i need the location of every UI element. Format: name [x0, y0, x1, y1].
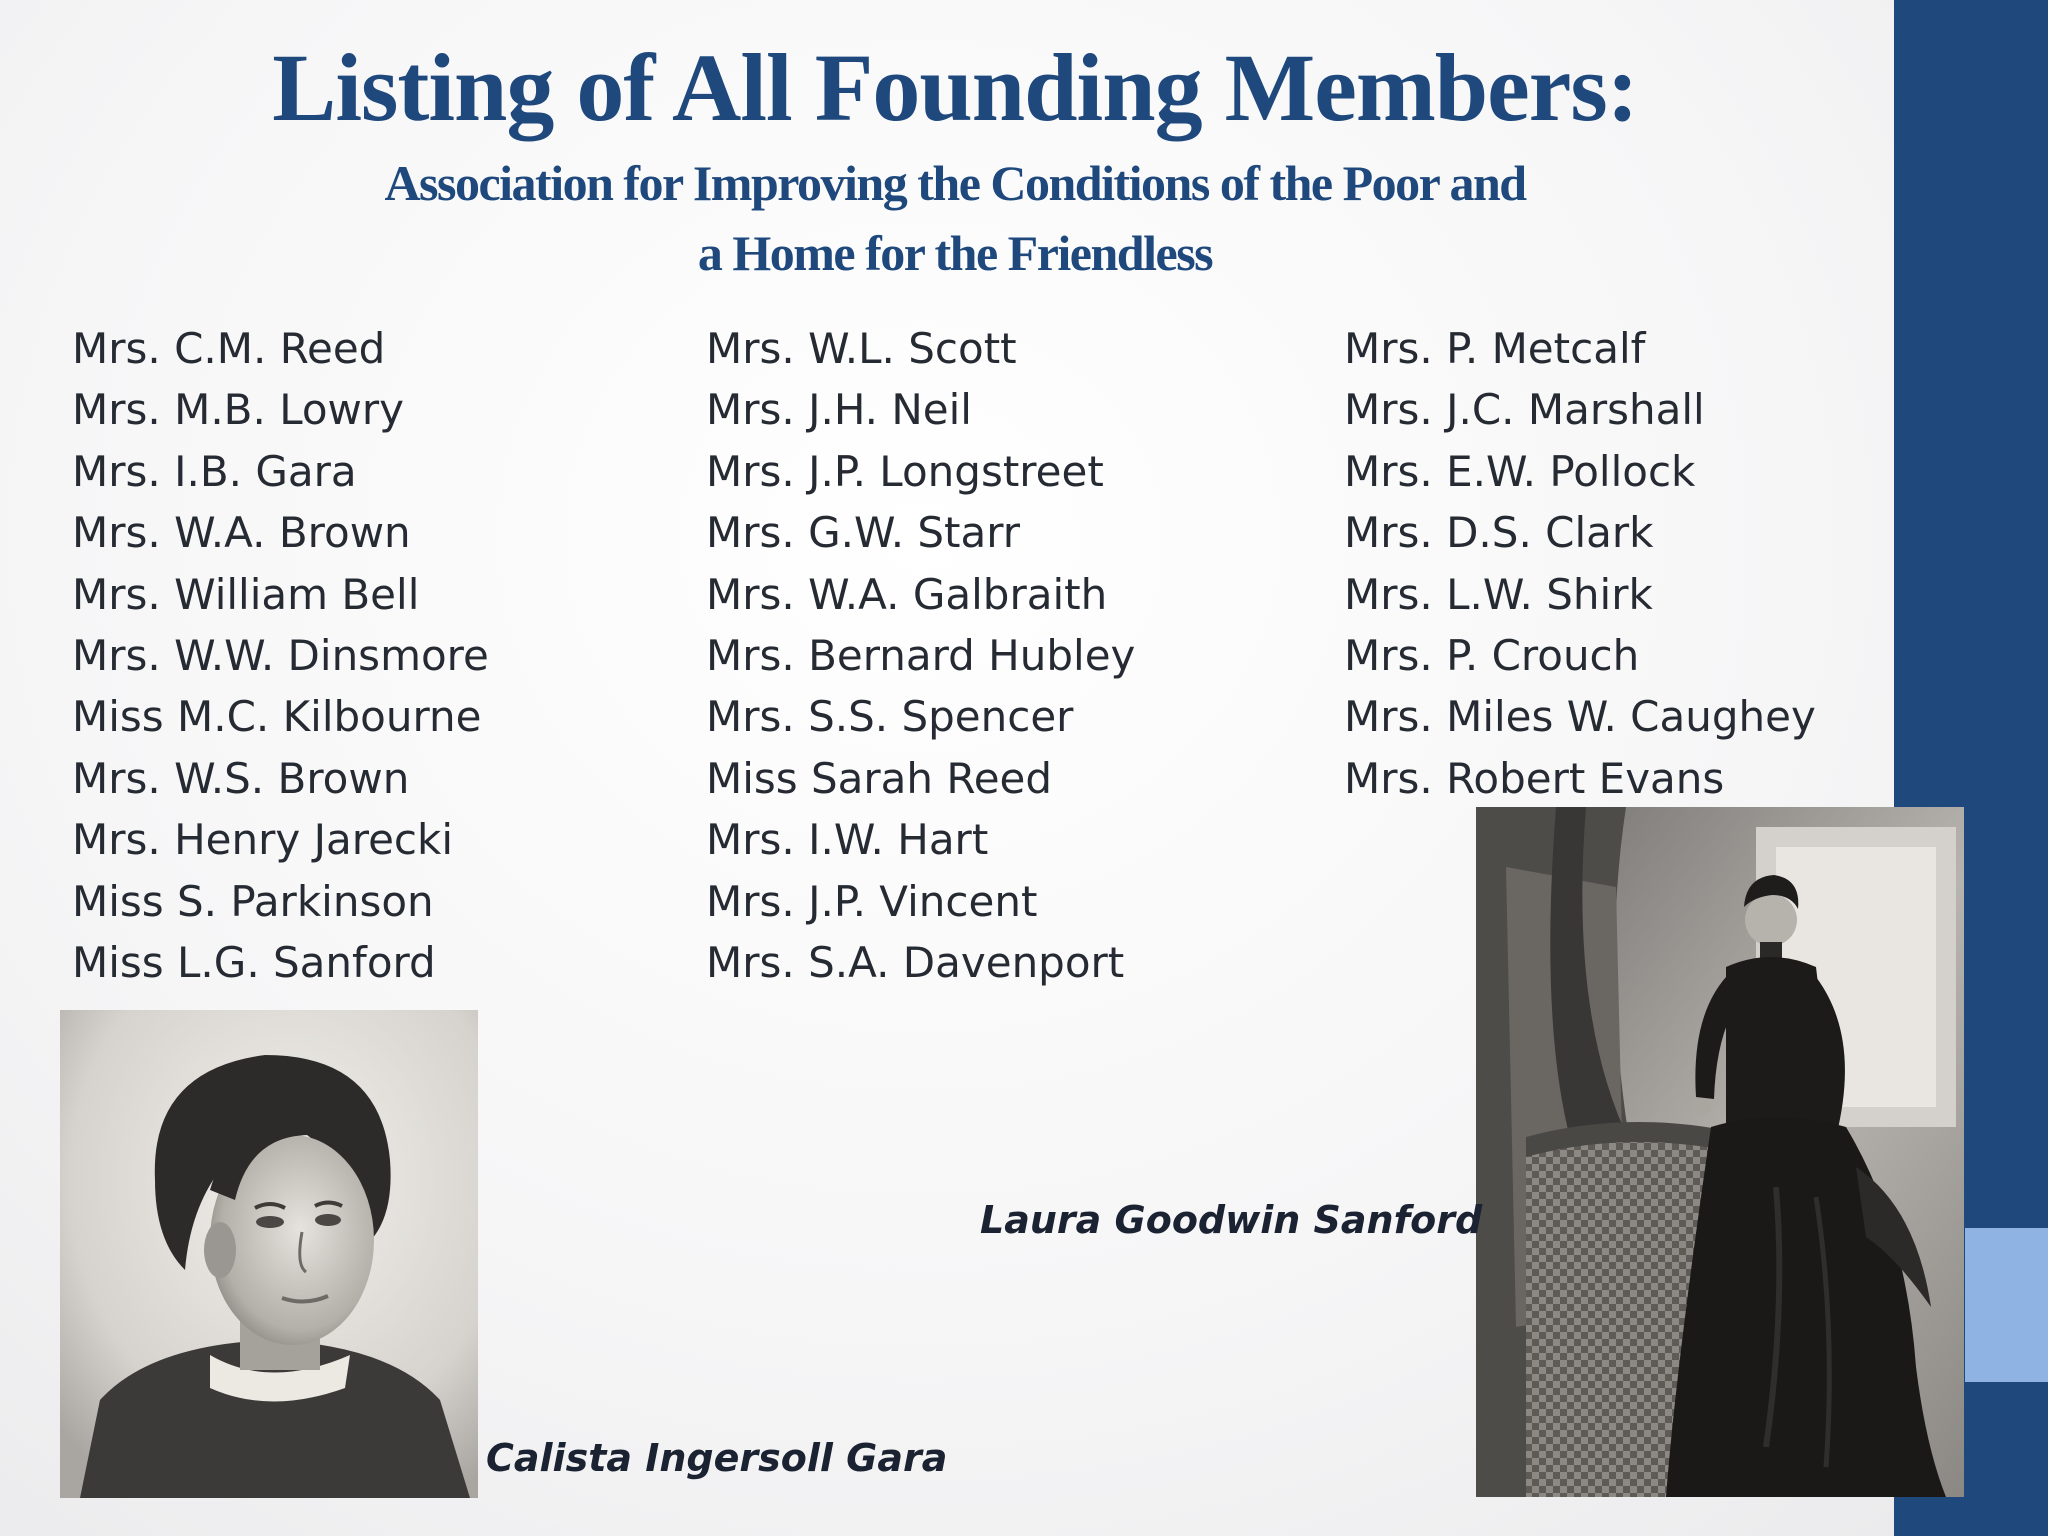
member-name: Mrs. J.P. Vincent: [706, 876, 1038, 926]
member-name: Mrs. G.W. Starr: [706, 508, 1021, 558]
caption-calista-ingersoll-gara: Calista Ingersoll Gara: [486, 1436, 948, 1480]
member-name: Mrs. Robert Evans: [1344, 753, 1725, 803]
portrait-photo-gara: [60, 1010, 478, 1498]
member-name: Mrs. William Bell: [72, 569, 420, 619]
member-name: Mrs. L.W. Shirk: [1344, 569, 1653, 619]
member-name: Mrs. Miles W. Caughey: [1344, 692, 1816, 742]
subtitle-line-2: a Home for the Friendless: [697, 225, 1213, 281]
member-name: Mrs. W.S. Brown: [72, 753, 410, 803]
member-name: Mrs. W.A. Galbraith: [706, 569, 1108, 619]
member-list-column-1: [72, 318, 489, 993]
member-name: Mrs. J.C. Marshall: [1344, 385, 1705, 435]
member-name: Mrs. I.W. Hart: [706, 815, 989, 865]
member-name: Mrs. P. Metcalf: [1344, 324, 1646, 373]
member-name: Miss S. Parkinson: [72, 876, 434, 926]
subtitle-line-1: Association for Improving the Conditions of the Poor and: [384, 155, 1526, 211]
member-name: Mrs. D.S. Clark: [1344, 508, 1654, 558]
member-name: Mrs. W.W. Dinsmore: [72, 630, 489, 680]
member-name: Mrs. Bernard Hubley: [706, 630, 1136, 680]
member-name: Mrs. C.M. Reed: [72, 324, 386, 373]
member-name: Mrs. S.S. Spencer: [706, 692, 1074, 742]
member-name: Miss Sarah Reed: [706, 753, 1053, 803]
member-list-column-2: [706, 318, 1135, 993]
member-name: Mrs. M.B. Lowry: [72, 385, 405, 435]
member-name: Mrs. W.L. Scott: [706, 324, 1017, 373]
right-accent-block: [1965, 1228, 2048, 1382]
member-name: Mrs. Henry Jarecki: [72, 815, 453, 865]
member-name: Mrs. J.P. Longstreet: [706, 446, 1104, 496]
member-list-column-3: [1344, 318, 1816, 809]
member-name: Mrs. J.H. Neil: [706, 385, 972, 435]
member-name: Mrs. S.A. Davenport: [706, 937, 1125, 987]
member-name: Mrs. E.W. Pollock: [1344, 446, 1696, 496]
member-name: Miss L.G. Sanford: [72, 937, 436, 987]
member-name: Mrs. I.B. Gara: [72, 446, 357, 496]
portrait-photo-sanford: [1476, 807, 1964, 1497]
member-name: Mrs. W.A. Brown: [72, 508, 411, 558]
member-name: Mrs. P. Crouch: [1344, 630, 1640, 680]
member-name: Miss M.C. Kilbourne: [72, 692, 482, 742]
slide-subtitle: [0, 148, 1910, 288]
slide-title: Listing of All Founding Members:: [272, 34, 1638, 141]
caption-laura-goodwin-sanford: Laura Goodwin Sanford: [980, 1198, 1483, 1242]
